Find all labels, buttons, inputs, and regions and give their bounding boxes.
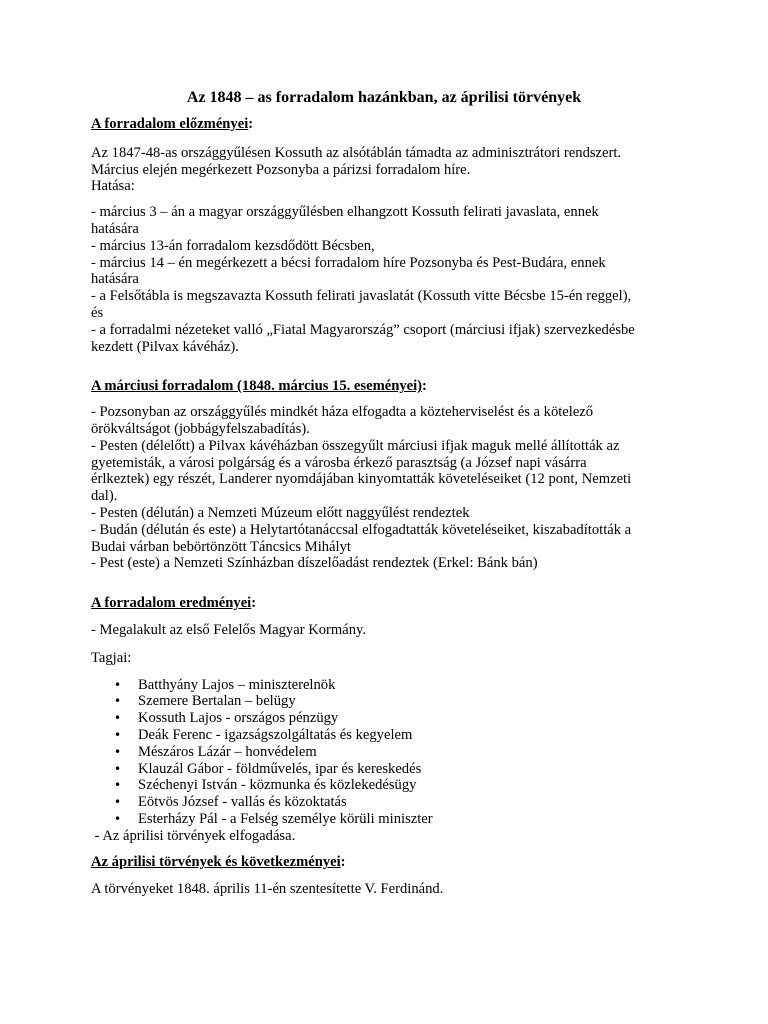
text-line: dal). [91, 488, 118, 505]
section-heading-antecedents-text: A forradalom előzményei [91, 116, 249, 132]
bullet-icon: • [114, 677, 122, 692]
first-result: - Megalakult az első Felelős Magyar Kormány. [91, 621, 367, 638]
member-text: Deák Ferenc - igazságszolgáltatás és kegyelem [138, 726, 413, 743]
spacer [91, 355, 677, 371]
spacer [91, 572, 677, 588]
bullet-icon: • [114, 727, 122, 742]
text-line: Budai várban bebörtönzött Táncsics Mihályt [91, 538, 351, 555]
member-text: Eötvös József - vallás és közoktatás [138, 794, 347, 811]
text-line: - Pesten (délután) a Nemzeti Múzeum előtt naggyűlést rendeztek [91, 504, 470, 521]
document-title: Az 1848 – as forradalom hazánkban, az áprilisi törvények [186, 89, 582, 106]
heading-colon: : [248, 116, 254, 132]
text-line: - március 13-án forradalom kezsdődött Bécsben, [91, 237, 375, 254]
list-item [91, 761, 677, 778]
member-text: Kossuth Lajos - országos pénzügy [138, 710, 339, 727]
text-line: Az 1847-48-as országgyűlésen Kossuth az alsótáblán támadta az adminisztrátori rendszert. [91, 144, 622, 161]
bullet-icon: • [114, 744, 122, 759]
section-heading-march-revolution [91, 378, 677, 395]
section-heading-antecedents [91, 116, 677, 133]
section-heading-results [91, 595, 677, 612]
text-line: - a forradalmi nézeteket valló „Fiatal Magyarország” csoport (márciusi ifjak) szervezkedésbe [91, 321, 635, 338]
spacer [91, 371, 677, 378]
member-text: Mészáros Lázár – honvédelem [138, 743, 317, 760]
text-line: hatására [91, 220, 139, 237]
list-item [91, 727, 677, 744]
text-line: hatására [91, 271, 139, 288]
member-text: Szemere Bertalan – belügy [138, 693, 296, 710]
list-item [91, 811, 677, 828]
effects-list [91, 204, 677, 355]
spacer [91, 588, 677, 595]
section-heading-march-revolution-text: A márciusi forradalom (1848. március 15. eseményei) [91, 378, 423, 395]
member-text: Esterházy Pál - a Felség személye körüli miniszter [138, 810, 433, 827]
member-text: Klauzál Gábor - földművelés, ipar és kereskedés [138, 760, 422, 777]
document-page [91, 88, 677, 907]
antecedents-intro [91, 145, 677, 179]
heading-colon: : [340, 854, 346, 871]
text-line: - Pest (este) a Nemzeti Színházban díszelőadást rendeztek (Erkel: Bánk bán) [91, 555, 538, 572]
april-laws-text: A törvényeket 1848. április 11-én szentesítette V. Ferdinánd. [91, 881, 444, 898]
members-label: Tagjai: [91, 649, 132, 666]
bullet-icon: • [114, 811, 122, 826]
list-item [91, 744, 677, 761]
section-heading-results-text: A forradalom eredményei [91, 595, 252, 612]
section-heading-april-laws [91, 854, 677, 871]
heading-colon: : [422, 378, 427, 395]
section-heading-april-laws-text: Az áprilisi törvények és következményei [91, 854, 341, 871]
member-text: Batthyány Lajos – miniszterelnök [138, 676, 336, 693]
text-line: és [91, 304, 104, 321]
second-result: - Az áprilisi törvények elfogadása. [91, 827, 296, 844]
list-item [91, 794, 677, 811]
text-line: gyetemisták, a városi polgárság és a városba érkező parasztság (a József napi vásárra [91, 454, 587, 471]
bullet-icon: • [114, 711, 122, 726]
march-events-list [91, 404, 677, 572]
list-item [91, 693, 677, 710]
text-line: Március elején megérkezett Pozsonyba a párizsi forradalom híre. [91, 161, 471, 178]
text-line: - március 3 – án a magyar országgyűlésben elhangzott Kossuth felirati javaslata, ennek [91, 204, 599, 221]
effects-label: Hatása: [91, 178, 135, 195]
text-line: - Pesten (délelőtt) a Pilvax kávéházban összegyűlt márciusi ifjak maguk mellé állították az [91, 437, 620, 454]
bullet-icon: • [114, 694, 122, 709]
member-text: Széchenyi István - közmunka és közlekedésügy [138, 777, 417, 794]
bullet-icon: • [114, 761, 122, 776]
list-item [91, 777, 677, 794]
text-line: kezdett (Pilvax kávéház). [91, 338, 239, 355]
list-item [91, 710, 677, 727]
text-line: - Pozsonyban az országgyűlés mindkét háza elfogadta a közteherviselést és a kötelező [91, 404, 594, 421]
text-line: - március 14 – én megérkezett a bécsi forradalom híre Pozsonyba és Pest-Budára, ennek [91, 254, 606, 271]
text-line: - a Felsőtábla is megszavazta Kossuth felirati javaslatát (Kossuth vitte Bécsbe 15-én reggel), [91, 288, 632, 305]
bullet-icon: • [114, 778, 122, 793]
bullet-icon: • [114, 795, 122, 810]
list-item [91, 677, 677, 694]
government-members-list [91, 677, 677, 828]
text-line: - Budán (délután és este) a Helytartótanáccsal elfogadtatták követeléseiket, kiszabadították a [91, 521, 632, 538]
text-line: örökváltságot (jobbágyfelszabadítás). [91, 420, 310, 437]
text-line: érlkeztek) egy részét, Landerer nyomdájában kinyomtatták követeléseiket (12 pont, Nemzeti [91, 471, 632, 488]
heading-colon: : [251, 595, 257, 612]
